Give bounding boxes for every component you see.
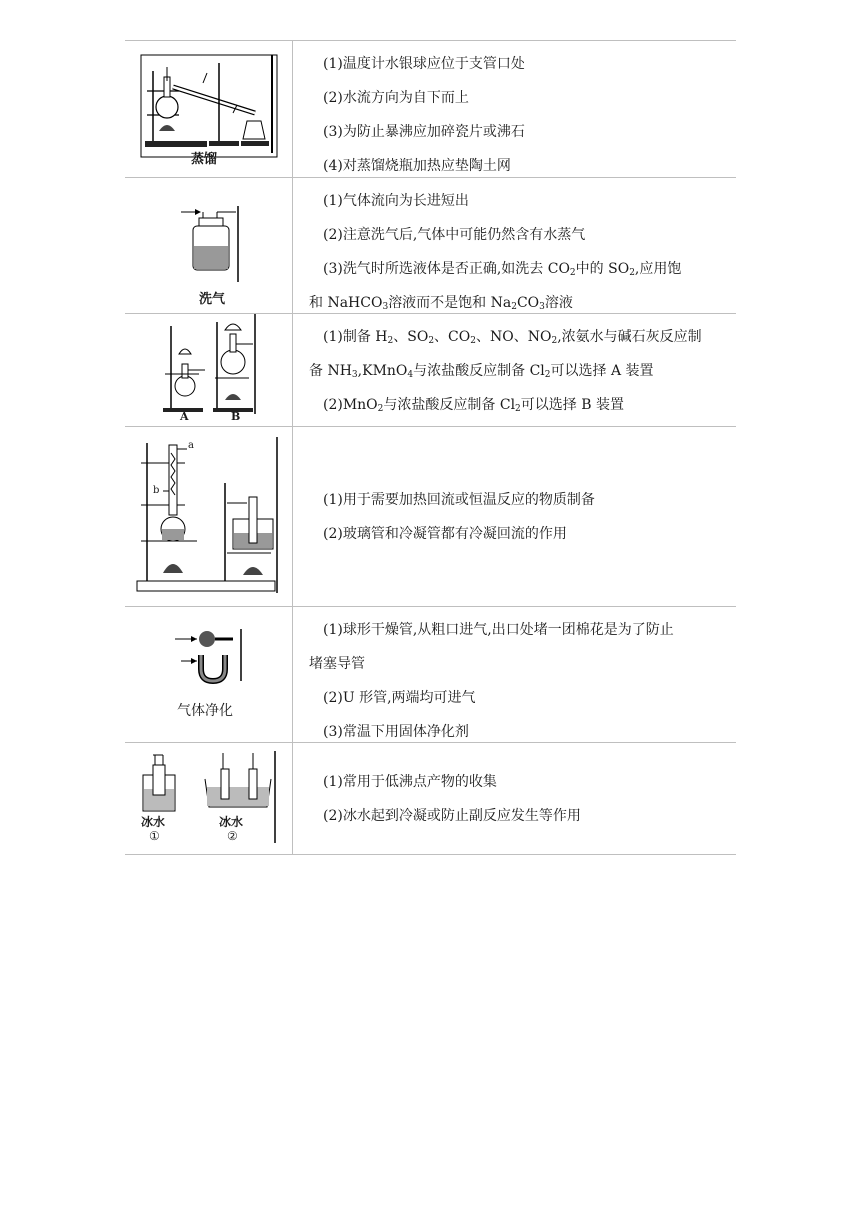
gas-washing-notes: [293, 178, 736, 313]
drying-tube-icon: [175, 629, 245, 685]
ice-water-diagram-cell: [125, 743, 293, 854]
note-line: (2)MnO$_2$与浓盐酸反应制备 $Cl_2$可以选择 B 装置: [323, 397, 624, 414]
gas-purification-notes: [293, 607, 736, 742]
row-gas-generation: [125, 313, 736, 426]
distillation-diagram-cell: [125, 41, 293, 177]
ice-water-number-1: ①: [149, 829, 160, 843]
gas-washing-label: 洗气: [199, 292, 226, 307]
apparatus-label-a: A: [180, 410, 189, 423]
ice-bath-icon: [139, 751, 279, 847]
note-line: 备 $NH_3,KMnO_4$与浓盐酸反应制备 $Cl_2$可以选择 A 装置: [309, 363, 654, 380]
reflux-diagram-cell: [125, 427, 293, 606]
note-line: 和 NaHCO$_3$溶液而不是饱和 $Na_2CO_3$溶液: [309, 295, 573, 312]
note-line: (1)气体流向为长进短出: [323, 193, 469, 209]
ice-water-notes: [293, 743, 736, 854]
note-line: (4)对蒸馏烧瓶加热应垫陶土网: [323, 158, 511, 174]
note-line: (1)球形干燥管,从粗口进气,出口处堵一团棉花是为了防止: [323, 622, 674, 638]
note-line: (3)洗气时所选液体是否正确,如洗去 $CO_2$中的 $SO_2$,应用饱: [323, 261, 682, 278]
note-line: (2)水流方向为自下而上: [323, 90, 469, 106]
distillation-label: 蒸馏: [191, 152, 218, 167]
ice-water-number-2: ②: [227, 829, 238, 843]
apparatus-label-b: B: [231, 410, 241, 423]
note-line: (2)注意洗气后,气体中可能仍然含有水蒸气: [323, 227, 586, 243]
tube-label-b: b: [153, 485, 160, 496]
distillation-notes: [293, 41, 736, 177]
gas-generation-notes: [293, 314, 736, 426]
gas-generator-apparatus-icon: [159, 314, 259, 426]
note-line: (1)用于需要加热回流或恒温反应的物质制备: [323, 491, 595, 508]
row-gas-purification: [125, 606, 736, 742]
note-line: (2)冰水起到冷凝或防止副反应发生等作用: [323, 808, 581, 824]
row-reflux: [125, 426, 736, 606]
note-line: (1)温度计水银球应位于支管口处: [323, 56, 525, 72]
note-line: (2)玻璃管和冷凝管都有冷凝回流的作用: [323, 525, 567, 542]
note-line: (1)制备 $H_2$、$SO_2$、$CO_2$、NO、$NO_2$,浓氨水与碱石灰反应制: [323, 329, 702, 346]
reflux-notes: [293, 427, 736, 606]
gas-wash-bottle-icon: [181, 204, 241, 284]
note-line: (3)为防止暴沸应加碎瓷片或沸石: [323, 124, 525, 140]
ice-water-label-2: 冰水: [219, 815, 244, 829]
note-line: 堵塞导管: [309, 656, 365, 672]
apparatus-table: [125, 40, 736, 855]
gas-generation-diagram-cell: [125, 314, 293, 426]
row-ice-water: [125, 742, 736, 855]
note-line: (2)U 形管,两端均可进气: [323, 690, 476, 706]
gas-purification-diagram-cell: [125, 607, 293, 742]
ice-water-label-1: 冰水: [141, 815, 166, 829]
gas-washing-diagram-cell: [125, 178, 293, 313]
row-distillation: [125, 40, 736, 177]
row-gas-washing: [125, 177, 736, 313]
tube-label-a: a: [188, 440, 194, 451]
gas-purification-label: 气体净化: [177, 703, 233, 719]
note-line: (3)常温下用固体净化剂: [323, 724, 469, 740]
distillation-apparatus-icon: [139, 53, 279, 159]
note-line: (1)常用于低沸点产物的收集: [323, 774, 497, 790]
reflux-apparatus-icon: [135, 433, 281, 599]
